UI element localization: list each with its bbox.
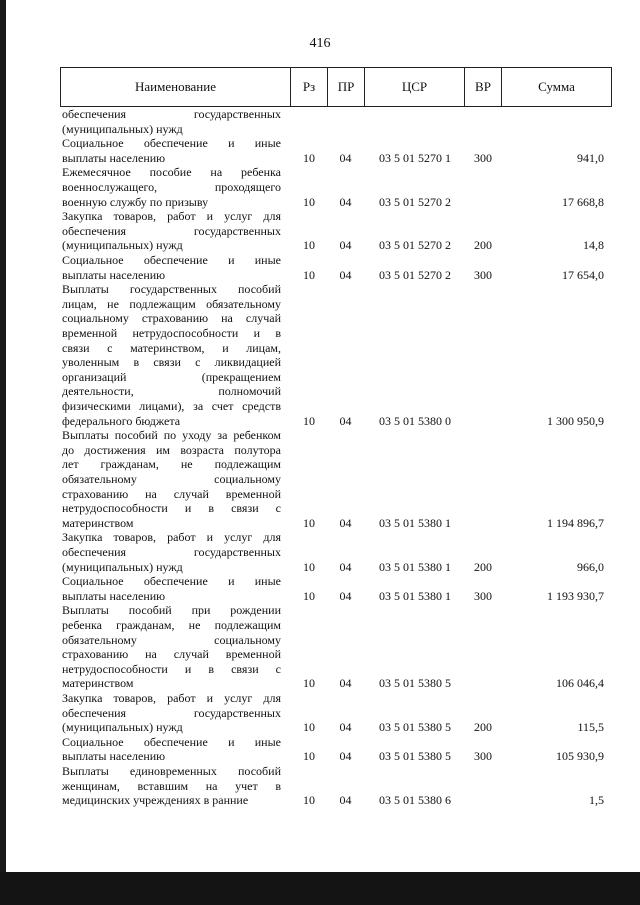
- row-name-line: военную службу по призыву: [62, 194, 209, 209]
- row-name-line: лет гражданам, не подлежащим: [62, 457, 281, 472]
- row-sum: 17 668,8: [562, 194, 604, 209]
- row-rz: 10: [303, 194, 315, 209]
- row-name-line: Ежемесячное пособие на ребенка: [62, 165, 281, 180]
- row-pr: 04: [339, 267, 352, 282]
- page-number: 416: [309, 36, 331, 51]
- row-name-line: материнством: [62, 676, 134, 691]
- row-sum: 14,8: [583, 238, 604, 253]
- row-csr: 03 5 01 5380 5: [379, 676, 451, 691]
- row-name-line: (муниципальных) нужд: [62, 720, 183, 735]
- row-name-line: нетрудоспособности и в связи с: [62, 661, 281, 676]
- row-pr: 04: [339, 749, 352, 764]
- table-row: [0, 530, 640, 574]
- table-row: [0, 282, 640, 428]
- table-row: [0, 735, 640, 764]
- row-name-line: ребенка гражданам, не подлежащим: [62, 617, 281, 632]
- row-pr: 04: [339, 515, 352, 530]
- table-row: [0, 428, 640, 530]
- row-csr: 03 5 01 5380 1: [379, 515, 451, 530]
- row-name-line: женщинам, вставшим на учет в: [62, 778, 281, 793]
- row-name-line: обеспечения государственных: [62, 544, 281, 559]
- table-row: [0, 574, 640, 603]
- table-row: [0, 209, 640, 253]
- row-name-line: Выплаты государственных пособий: [62, 282, 281, 297]
- row-name-line: медицинских учреждениях в ранние: [62, 793, 249, 808]
- row-rz: 10: [303, 413, 315, 428]
- row-rz: 10: [303, 267, 315, 282]
- row-rz: 10: [303, 238, 315, 253]
- row-vr: 200: [474, 238, 492, 253]
- table-row: [0, 136, 640, 165]
- row-name-line: Социальное обеспечение и иные: [62, 253, 281, 267]
- row-pr: 04: [339, 720, 352, 735]
- row-csr: 03 5 01 5380 5: [379, 749, 451, 764]
- row-csr: 03 5 01 5380 1: [379, 588, 451, 603]
- table-row: [0, 253, 640, 282]
- row-csr: 03 5 01 5380 6: [379, 793, 451, 808]
- row-sum: 1 194 896,7: [547, 515, 604, 530]
- row-sum: 106 046,4: [556, 676, 604, 691]
- row-rz: 10: [303, 720, 315, 735]
- table-row: [0, 764, 640, 808]
- row-sum: 115,5: [577, 720, 604, 735]
- row-name-line: временной нетрудоспособности и в: [62, 325, 281, 340]
- row-sum: 1,5: [589, 793, 604, 808]
- row-rz: 10: [303, 559, 315, 574]
- row-name-line: выплаты населению: [62, 588, 166, 603]
- header-vr: ВР: [464, 67, 502, 107]
- row-vr: 300: [474, 150, 492, 165]
- row-name-line: Закупка товаров, работ и услуг для: [62, 691, 281, 705]
- header-csr: ЦСР: [364, 67, 465, 107]
- row-pr: 04: [339, 793, 352, 808]
- row-name-line: федерального бюджета: [62, 413, 181, 428]
- row-vr: 200: [474, 559, 492, 574]
- row-name-line: до достижения им возраста полутора: [62, 442, 281, 457]
- row-name-line: обеспечения государственных: [62, 107, 281, 121]
- row-rz: 10: [303, 749, 315, 764]
- row-pr: 04: [339, 559, 352, 574]
- row-name-line: (муниципальных) нужд: [62, 559, 183, 574]
- table-row: [0, 165, 640, 209]
- scan-bottom-edge: [0, 872, 640, 905]
- row-name-line: выплаты населению: [62, 267, 166, 282]
- header-pr: ПР: [327, 67, 365, 107]
- row-rz: 10: [303, 793, 315, 808]
- row-vr: 300: [474, 749, 492, 764]
- row-sum: 966,0: [577, 559, 604, 574]
- row-name-line: нетрудоспособности и в связи с: [62, 501, 281, 516]
- header-name: Наименование: [60, 67, 291, 107]
- row-csr: 03 5 01 5270 2: [379, 267, 451, 282]
- row-name-line: Социальное обеспечение и иные: [62, 574, 281, 589]
- row-name-line: Социальное обеспечение и иные: [62, 734, 281, 749]
- table-row: [0, 107, 640, 136]
- row-rz: 10: [303, 515, 315, 530]
- row-name-line: обязательному социальному: [62, 632, 281, 647]
- table-row: [0, 603, 640, 691]
- row-sum: 941,0: [577, 150, 604, 165]
- row-name-line: выплаты населению: [62, 150, 166, 165]
- row-name-line: (муниципальных) нужд: [62, 121, 183, 136]
- row-csr: 03 5 01 5270 2: [379, 194, 451, 209]
- row-rz: 10: [303, 588, 315, 603]
- row-pr: 04: [339, 676, 352, 691]
- row-pr: 04: [339, 588, 352, 603]
- row-sum: 1 300 950,9: [547, 413, 604, 428]
- row-name-line: физическими лицами), за счет средств: [62, 398, 281, 413]
- row-name-line: обеспечения государственных: [62, 705, 281, 720]
- header-rz: Рз: [290, 67, 328, 107]
- row-sum: 1 193 930,7: [547, 588, 604, 603]
- row-name-line: Закупка товаров, работ и услуг для: [62, 530, 281, 545]
- row-csr: 03 5 01 5380 1: [379, 559, 451, 574]
- row-name-line: социальному страхованию на случай: [62, 311, 281, 326]
- row-name-line: Социальное обеспечение и иные: [62, 136, 281, 151]
- row-name-line: (муниципальных) нужд: [62, 238, 183, 253]
- row-sum: 17 654,0: [562, 267, 604, 282]
- row-name-line: Выплаты пособий по уходу за ребенком: [62, 428, 281, 443]
- row-name-line: лицам, не подлежащим обязательному: [62, 296, 281, 311]
- row-name-line: военнослужащего, проходящего: [62, 179, 281, 194]
- row-name-line: обеспечения государственных: [62, 223, 281, 238]
- row-name-line: выплаты населению: [62, 749, 166, 764]
- row-csr: 03 5 01 5380 5: [379, 720, 451, 735]
- row-csr: 03 5 01 5270 1: [379, 150, 451, 165]
- row-name-line: Выплаты пособий при рождении: [62, 603, 281, 618]
- table-row: [0, 691, 640, 735]
- row-pr: 04: [339, 194, 352, 209]
- row-rz: 10: [303, 676, 315, 691]
- header-sum: Сумма: [501, 67, 612, 107]
- row-name-line: Выплаты единовременных пособий: [62, 764, 281, 778]
- row-pr: 04: [339, 150, 352, 165]
- row-name-line: Закупка товаров, работ и услуг для: [62, 209, 281, 224]
- row-name-line: связи с материнством, и лицам,: [62, 340, 281, 355]
- row-rz: 10: [303, 150, 315, 165]
- row-name-line: организаций (прекращением: [62, 369, 281, 384]
- row-name-line: материнством: [62, 515, 134, 530]
- row-name-line: деятельности, полномочий: [62, 384, 281, 399]
- row-sum: 105 930,9: [556, 749, 604, 764]
- row-name-line: страхованию на случай временной: [62, 647, 281, 662]
- row-pr: 04: [339, 238, 352, 253]
- row-csr: 03 5 01 5380 0: [379, 413, 451, 428]
- row-vr: 300: [474, 588, 492, 603]
- row-name-line: страхованию на случай временной: [62, 486, 281, 501]
- row-vr: 300: [474, 267, 492, 282]
- row-csr: 03 5 01 5270 2: [379, 238, 451, 253]
- row-pr: 04: [339, 413, 352, 428]
- row-vr: 200: [474, 720, 492, 735]
- row-name-line: уволенным в связи с ликвидацией: [62, 355, 281, 370]
- row-name-line: обязательному социальному: [62, 471, 281, 486]
